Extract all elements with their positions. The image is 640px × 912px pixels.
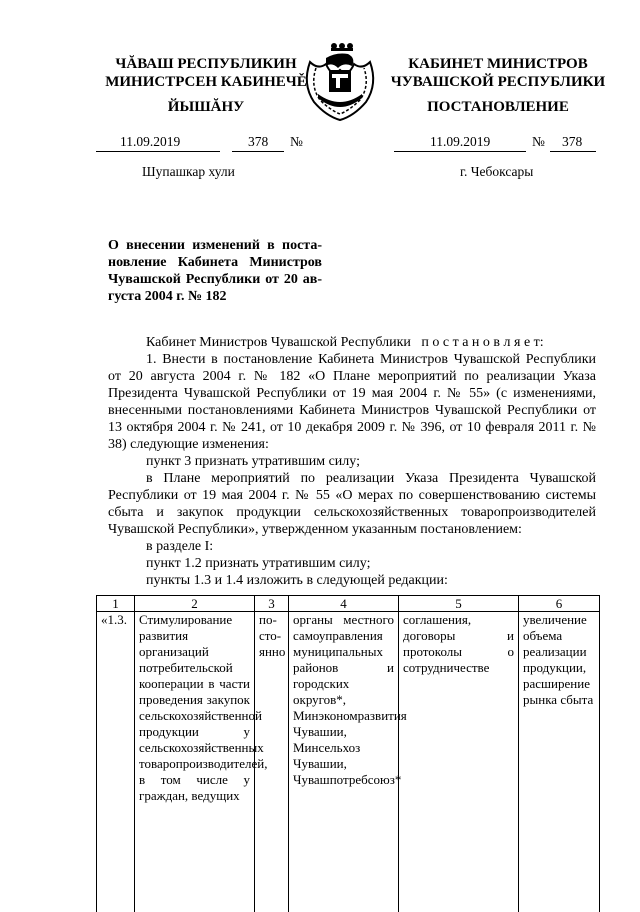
table-header-cell: 5 bbox=[399, 596, 519, 612]
title-line: новление Кабинета Министров bbox=[108, 254, 322, 271]
right-doc-type: ПОСТАНОВЛЕНИЕ bbox=[380, 98, 616, 116]
left-org-line-2: МИНИСТРСЕН КАБИНЕЧĚ bbox=[96, 73, 316, 91]
table-cell-activity: Стимулирование развития организаций потребительской кооперации в части проведения закупок сельскохозяйственной продукции у сельскохозяйственных товаропроизводителей, в том числе у граждан, ведущих bbox=[135, 612, 255, 912]
table-cell-form: соглашения, договоры и протоколы о сотрудничестве bbox=[399, 612, 519, 912]
paragraph-5: пункт 1.2 признать утратившим силу; bbox=[108, 555, 596, 572]
paragraph-1: 1. Внести в постановление Кабинета Министров Чувашской Республики от 20 августа 2004 г. № 182 «О Плане мероприятий по реализации Указа Президента Чувашской Республики от 19 мая 2004 г. № 55» (с изменениями, внесенными постановлениями Кабинета Министров Чувашской Республики от 13 октября 2004 г. № 241, от 10 декабря 2009 г. № 396, от 10 февраля 2011 г. № 38) следующие изменения: bbox=[108, 351, 596, 453]
document-title bbox=[108, 237, 322, 305]
left-date: 11.09.2019 bbox=[120, 134, 180, 150]
right-date: 11.09.2019 bbox=[430, 134, 490, 150]
table-cell-number: «1.3. bbox=[97, 612, 135, 912]
paragraph-3: в Плане мероприятий по реализации Указа Президента Чувашской Республики от 19 мая 2004 г. № 55 «О мерах по совершенствованию системы сбыта и закупок продукции сельскохозяйственных товаропроизводителей Чувашской Республики», утвержденном указанным постановлением: bbox=[108, 470, 596, 538]
title-line: густа 2004 г. № 182 bbox=[108, 288, 322, 305]
plan-table bbox=[96, 595, 600, 912]
table-header-cell: 1 bbox=[97, 596, 135, 612]
table-header-cell: 2 bbox=[135, 596, 255, 612]
preamble: Кабинет Министров Чувашской Республики п о с т а н о в л я е т: bbox=[108, 334, 596, 351]
right-number: 378 bbox=[562, 134, 582, 150]
table-cell-term: по- сто- янно bbox=[255, 612, 289, 912]
left-city: Шупашкар хули bbox=[142, 164, 235, 180]
left-number: 378 bbox=[248, 134, 268, 150]
title-line: Чувашской Республики от 20 ав- bbox=[108, 271, 322, 288]
paragraph-2: пункт 3 признать утратившим силу; bbox=[108, 453, 596, 470]
coat-of-arms-emblem bbox=[296, 40, 380, 124]
table-cell-executors: органы местного самоуправления муниципальных районов и городских округов*, Минэкономразвития Чувашии, Минсельхоз Чувашии, Чувашпотребсоюз* bbox=[289, 612, 399, 912]
title-line: О внесении изменений в поста- bbox=[108, 237, 322, 254]
right-org-name bbox=[380, 55, 616, 91]
right-org-line-2: ЧУВАШСКОЙ РЕСПУБЛИКИ bbox=[380, 73, 616, 91]
table-row bbox=[97, 612, 600, 912]
right-city: г. Чебоксары bbox=[460, 164, 533, 180]
paragraph-4: в разделе I: bbox=[108, 538, 596, 555]
table-header-row bbox=[97, 596, 600, 612]
left-number-sign: № bbox=[290, 134, 303, 150]
document-body bbox=[108, 334, 596, 589]
table-cell-result: увеличение объема реализации продукции, расширение рынка сбыта bbox=[519, 612, 600, 912]
left-org-name bbox=[96, 55, 316, 91]
paragraph-6: пункты 1.3 и 1.4 изложить в следующей редакции: bbox=[108, 572, 596, 589]
right-number-sign: № bbox=[532, 134, 545, 150]
left-org-line-1: ЧĂВАШ РЕСПУБЛИКИН bbox=[96, 55, 316, 73]
left-doc-type: ЙЫШĂНУ bbox=[96, 98, 316, 116]
table-header-cell: 4 bbox=[289, 596, 399, 612]
table-header-cell: 6 bbox=[519, 596, 600, 612]
right-org-line-1: КАБИНЕТ МИНИСТРОВ bbox=[380, 55, 616, 73]
table-header-cell: 3 bbox=[255, 596, 289, 612]
